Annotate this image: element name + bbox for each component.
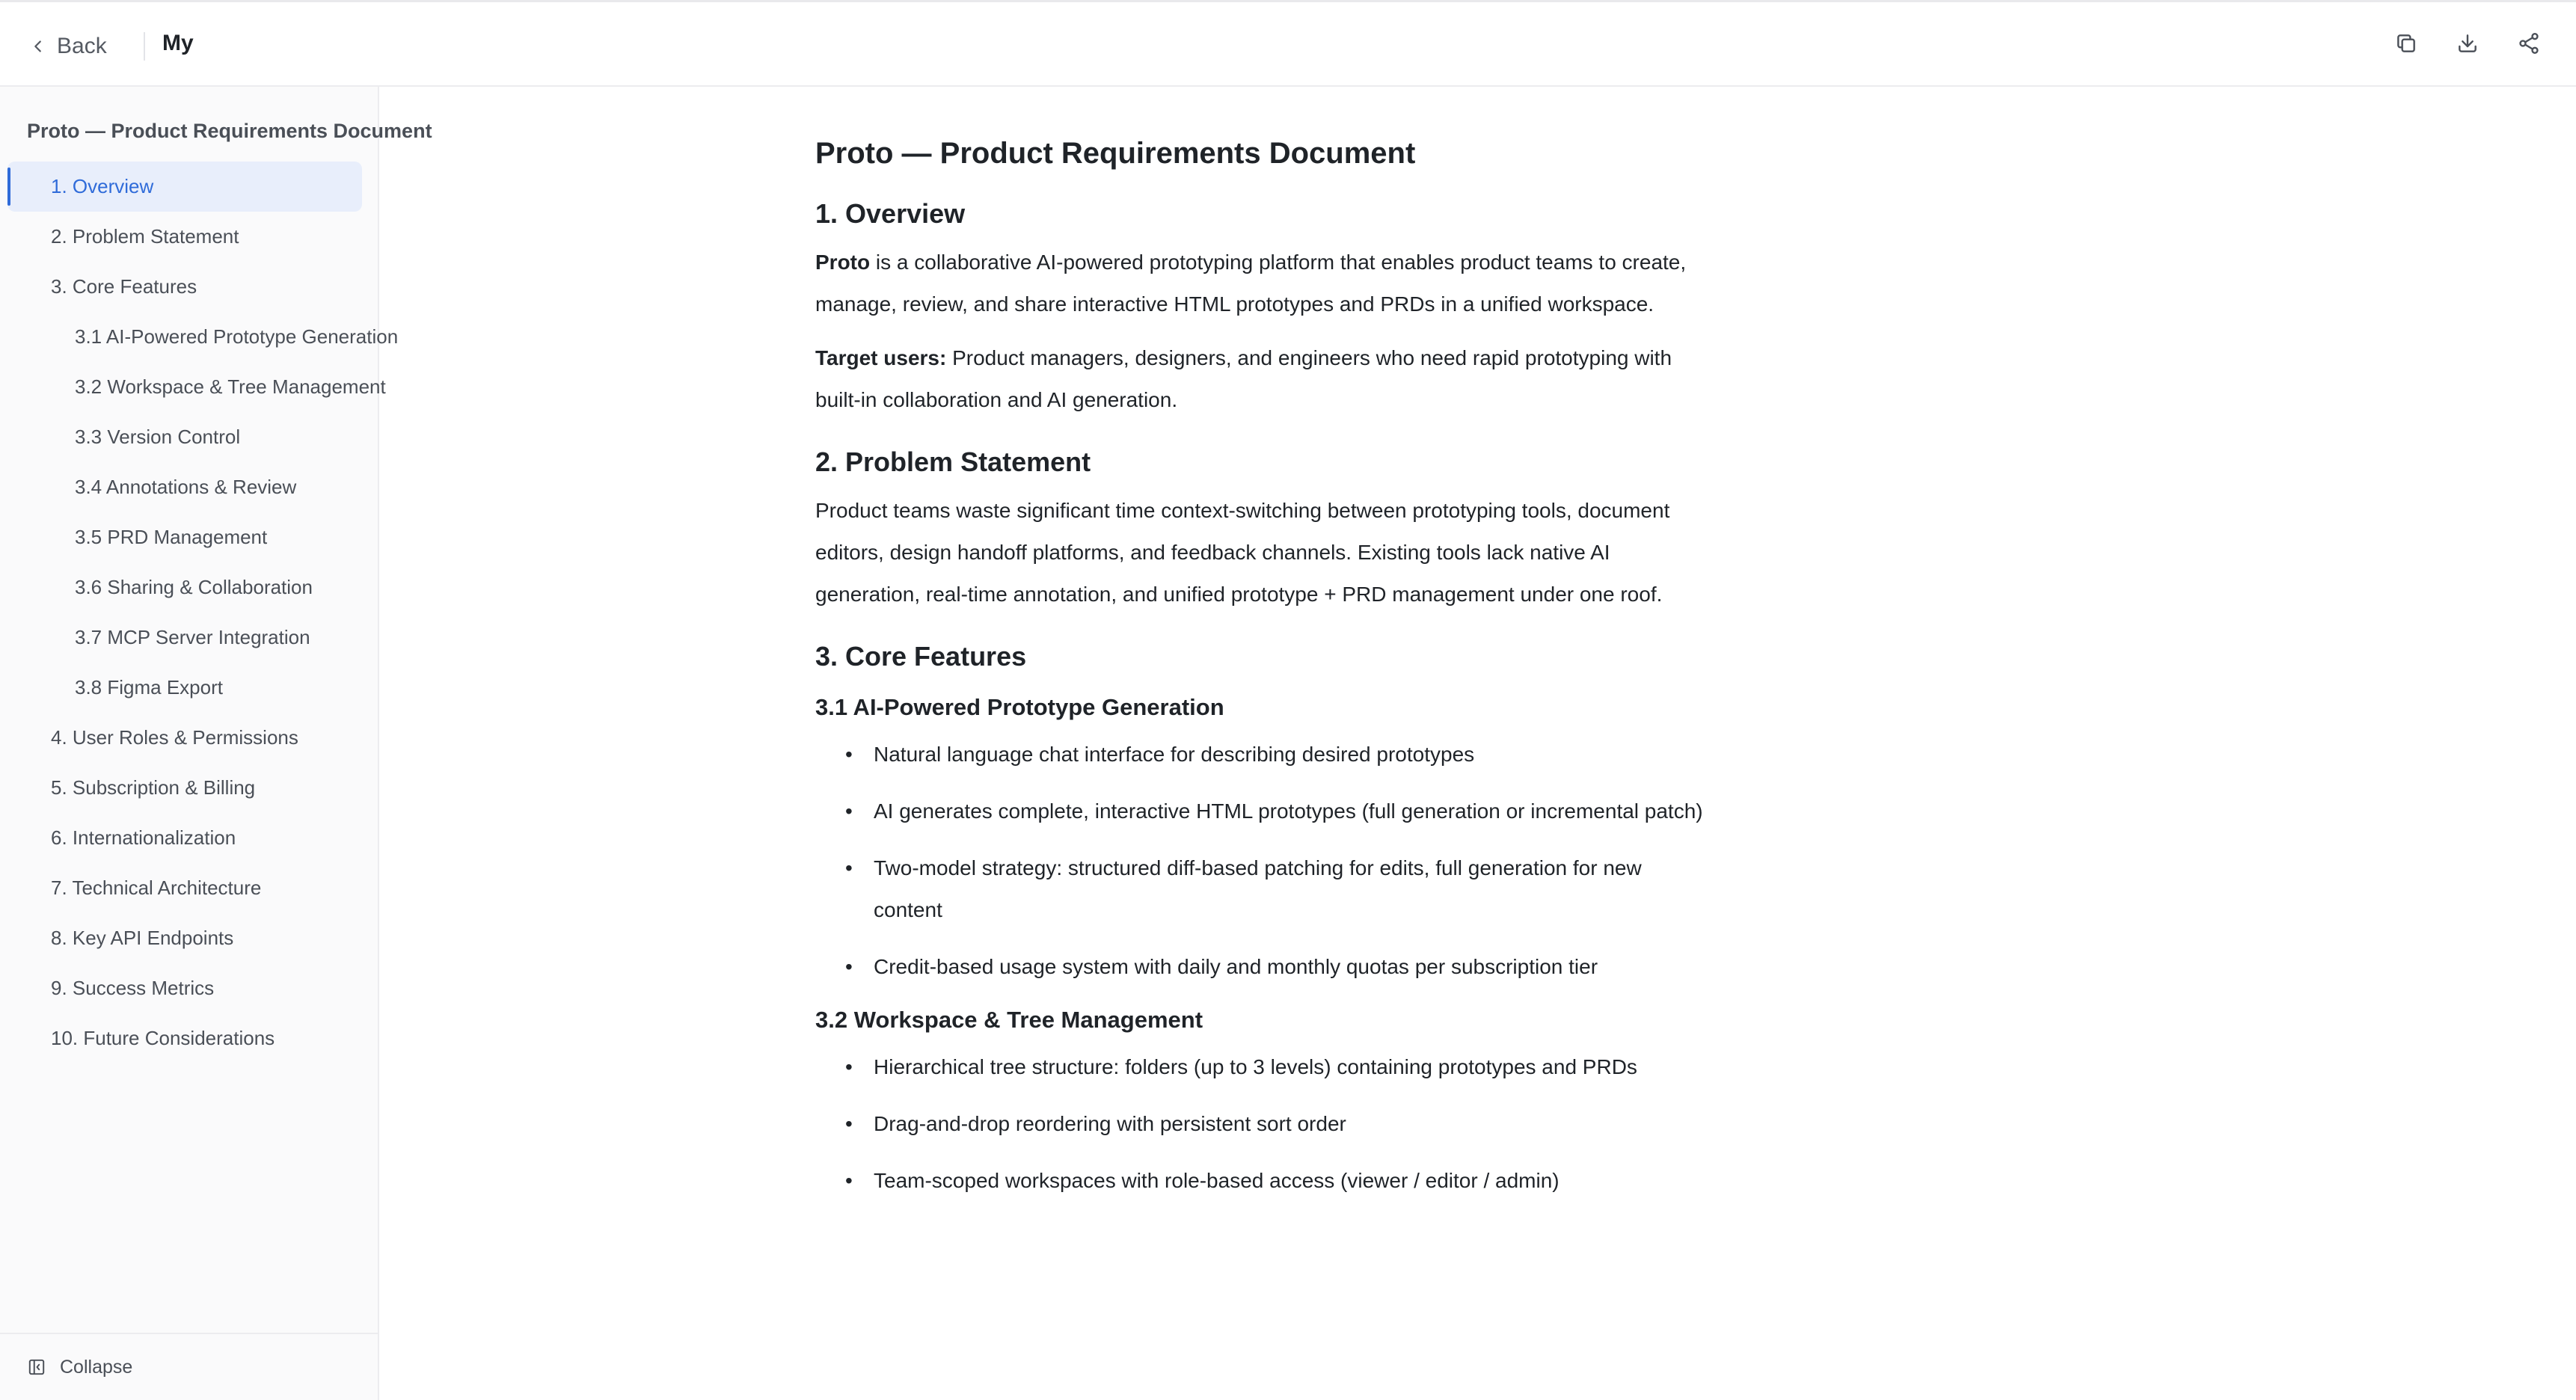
target-users-text: Product managers, designers, and engineers who need rapid prototyping with built-in collaboration and AI generation. (815, 346, 1672, 411)
list-item: • AI generates complete, interactive HTML prototypes (full generation or incremental patch) (845, 790, 1713, 832)
overview-target-users (815, 337, 1713, 421)
toc-list (7, 162, 399, 1063)
header-divider (144, 32, 145, 61)
list-item: • Two-model strategy: structured diff-based patching for edits, full generation for new content (845, 847, 1713, 931)
toc-item[interactable] (7, 612, 362, 663)
copy-button[interactable] (2389, 26, 2423, 61)
overview-intro-text: is a collaborative AI-powered prototyping platform that enables product teams to create, manage, review, and share interactive HTML prototypes and PRDs in a unified workspace. (815, 251, 1687, 316)
toc-item[interactable] (7, 162, 362, 212)
header-actions (2389, 26, 2546, 61)
toc-item[interactable] (7, 362, 386, 412)
toc-item-label: 3.2 Workspace & Tree Management (75, 375, 386, 398)
toc-item-label: 3.1 AI-Powered Prototype Generation (75, 325, 399, 348)
toc-item[interactable] (7, 963, 362, 1013)
chevron-left-icon (30, 38, 46, 55)
toc-item[interactable] (7, 312, 399, 362)
toc-item[interactable] (7, 763, 362, 813)
download-icon (2456, 31, 2480, 55)
toc-item-label: 5. Subscription & Billing (51, 776, 256, 799)
toc-item[interactable] (7, 212, 362, 262)
toc-item[interactable] (7, 1013, 362, 1063)
toc-item[interactable] (7, 512, 362, 562)
toc-item[interactable] (7, 412, 362, 462)
back-button[interactable] (30, 29, 107, 64)
toc-item-label: 3.5 PRD Management (75, 526, 268, 548)
toc-item[interactable] (7, 462, 362, 512)
toc-item-label: 3.4 Annotations & Review (75, 476, 297, 498)
toc-item-label: 7. Technical Architecture (51, 876, 262, 899)
document-title: Proto — Product Requirements Document (815, 137, 1416, 170)
toc-sidebar (0, 87, 432, 1400)
back-label: Back (57, 34, 107, 58)
overview-intro-bold: Proto (815, 251, 871, 274)
page-title: My (162, 31, 194, 55)
list-item: • Team-scoped workspaces with role-based access (viewer / editor / admin) (845, 1160, 1713, 1202)
list-item: • Drag-and-drop reordering with persistent sort order (845, 1103, 1713, 1145)
share-icon (2517, 31, 2541, 55)
toc-item-label: 3. Core Features (51, 275, 197, 298)
toc-item-label: 8. Key API Endpoints (51, 927, 234, 949)
toc-item-label: 3.3 Version Control (75, 426, 241, 448)
target-users-bold: Target users: (815, 346, 947, 369)
section-heading-overview: 1. Overview (815, 198, 966, 229)
problem-body: Product teams waste significant time context-switching between prototyping tools, document editors, design handoff platforms, and feedback channels. Existing tools lack native AI generation, real-time annotation, and unified prototype + PRD management under one roof. (815, 499, 1670, 606)
toc-item[interactable] (7, 913, 362, 963)
toc-item[interactable] (7, 713, 362, 763)
toc-item-label: 3.8 Figma Export (75, 676, 223, 699)
toc-item-label: 2. Problem Statement (51, 225, 239, 248)
document-content (815, 87, 1713, 1400)
list-item: • Hierarchical tree structure: folders (up to 3 levels) containing prototypes and PRDs (845, 1046, 1713, 1088)
copy-icon (2394, 31, 2418, 55)
collapse-label: Collapse (60, 1356, 133, 1378)
sidebar-collapse-icon (27, 1357, 46, 1377)
toc-title: Proto — Product Requirements Document (27, 120, 432, 142)
toc-item-label: 1. Overview (51, 175, 154, 197)
list-item: • Natural language chat interface for describing desired prototypes (845, 734, 1713, 776)
subsection-heading-3-1: 3.1 AI-Powered Prototype Generation (815, 694, 1224, 720)
toc-item-label: 6. Internationalization (51, 826, 236, 849)
toc-item-label: 3.7 MCP Server Integration (75, 626, 310, 648)
toc-item-label: 9. Success Metrics (51, 977, 215, 999)
toc-item-label: 4. User Roles & Permissions (51, 726, 298, 749)
section-heading-problem: 2. Problem Statement (815, 446, 1091, 477)
top-header (0, 0, 2576, 87)
toc-item[interactable] (7, 863, 362, 913)
overview-intro (815, 242, 1713, 325)
toc-item-label: 3.6 Sharing & Collaboration (75, 576, 313, 598)
share-button[interactable] (2512, 26, 2546, 61)
collapse-button[interactable] (0, 1333, 378, 1400)
toc-item[interactable] (7, 562, 362, 612)
bullet-list-3-1 (815, 734, 1713, 988)
section-heading-core-features: 3. Core Features (815, 641, 1027, 672)
bullet-list-3-2 (815, 1046, 1713, 1202)
download-button[interactable] (2450, 26, 2485, 61)
toc-item[interactable] (7, 813, 362, 863)
toc-item[interactable] (7, 262, 362, 312)
toc-item-label: 10. Future Considerations (51, 1027, 275, 1049)
subsection-heading-3-2: 3.2 Workspace & Tree Management (815, 1007, 1203, 1033)
list-item: • Credit-based usage system with daily and monthly quotas per subscription tier (845, 946, 1713, 988)
toc-item[interactable] (7, 663, 362, 713)
